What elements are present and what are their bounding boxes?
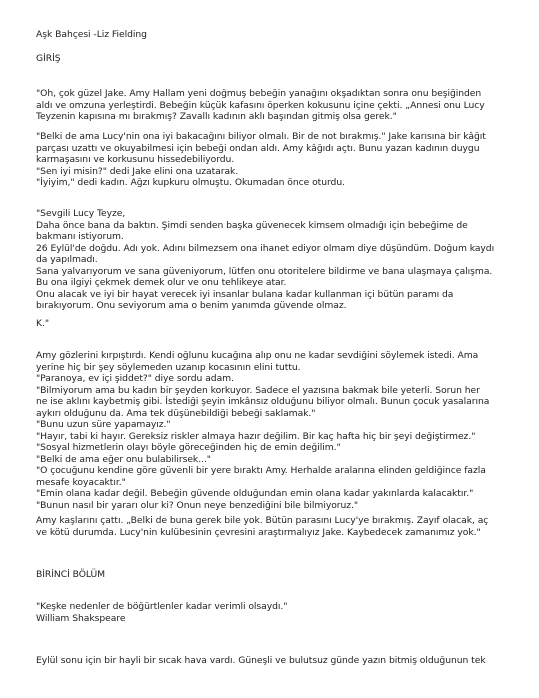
text-line: karmaşasını ve korkusunu hissedebiliyordu. — [36, 154, 235, 165]
text-line: "Bunu uzun süre yapamayız." — [36, 419, 171, 430]
epigraph-author: William Shakspeare — [36, 612, 126, 624]
text-line: Bu ona ilgiyi çekmek demek olur ve onu tehlikeye atar. — [36, 277, 287, 288]
paragraph-2 — [36, 131, 516, 189]
text-line: ne ise aklını kaybetmiş gibi. İstediği şeyin imkânsız olduğunu biliyor olmalı. Bunun çocuk yasalarına — [36, 396, 490, 407]
text-line: parçası uzattı ve okuyabilmesi için bebeği ondan aldı. Amy kâğıdı açtı. Bunu yazan kadının duygu — [36, 142, 480, 154]
text-line: "Hayır, tabi ki hayır. Gereksiz riskler almaya hazır değilim. Bir kaç hafta hiç bir şeyi değiştirmez." — [36, 430, 476, 442]
text-line: "Sevgili Lucy Teyze, — [36, 208, 126, 219]
paragraph-1 — [36, 88, 516, 123]
text-line: "Emin olana kadar değil. Bebeğin güvende olduğundan emin olana kadar yakınlarda kalacaktır." — [36, 488, 474, 499]
text-line: Amy gözlerini kırpıştırdı. Kendi oğlunu kucağına alıp onu ne kadar sevdiğini söylemek istedi. Ama — [36, 350, 479, 361]
letter-signature: K." — [36, 318, 50, 329]
text-line: "Paranoya, ev içi şiddet?" diye sordu adam. — [36, 373, 234, 384]
section-heading-intro: GİRİŞ — [36, 53, 61, 64]
text-line: da yapılmadı. — [36, 254, 98, 265]
text-line: "Bunun nasıl bir yararı olur ki? Onun neye benzediğini bile bilmiyoruz." — [36, 499, 359, 511]
text-line: "Belki de ama eğer onu bulabilirsek..." — [36, 453, 211, 465]
letter — [36, 208, 516, 312]
paragraph-5 — [36, 655, 516, 667]
paragraph-4 — [36, 515, 516, 538]
text-line: "İyiyim," dedi kadın. Ağzı kupkuru olmuştu. Okumadan önce oturdu. — [36, 177, 345, 188]
text-line: "Bilmiyorum ama bu kadın bir şeyden korkuyor. Sadece el yazısına bakmak bile yeterli. Sorun her — [36, 384, 480, 396]
chapter-heading: BİRİNCİ BÖLÜM — [36, 569, 106, 580]
epigraph — [36, 601, 516, 624]
text-line: "Sen iyi misin?" dedi Jake elini ona uzatarak. — [36, 165, 239, 177]
text-line: "Belki de ama Lucy'nin ona iyi bakacağını biliyor olmalı. Bir de not bırakmış." Jake karısına bir kâğıt — [36, 131, 486, 142]
text-line: aldı ve omzuna yerleştirdi. Bebeğin küçük kafasını öperken kokusunu içine çekti. „Annesi onu Lucy — [36, 99, 485, 111]
text-line: Daha önce bana da baktın. Şimdi senden başka güvenecek kimsem olmadığı için bebeğime de — [36, 219, 468, 231]
text-line: 26 Eylül'de doğdu. Adı yok. Adını bilmezsem ona ihanet ediyor olmam diye düşündüm. Doğum kaydı — [36, 242, 495, 254]
text-line: "O çocuğunu kendine göre güvenli bir yere bıraktı Amy. Herhalde aralarına elinden geldiğince fazla — [36, 465, 486, 476]
text-line: ve kötü durumda. Lucy'nin kulübesinin çevresini araştırmalıyız Jake. Kaybedecek zamanımız yok." — [36, 526, 481, 538]
text-line: bakmanı istiyorum. — [36, 231, 124, 242]
text-line: bırakıyorum. Onu seviyorum ama o benim yanımda güvende olmaz. — [36, 300, 347, 311]
text-line: "Sosyal hizmetlerin olayı böyle göreceğinden hiç de emin değilim." — [36, 442, 341, 453]
text-line: Sana yalvarıyorum ve sana güveniyorum, lütfen onu otoritelere bildirme ve bana ulaşmaya çalışma. — [36, 265, 493, 277]
text-line: "Oh, çok güzel Jake. Amy Hallam yeni doğmuş bebeğin yanağını okşadıktan sonra onu beşiğinden — [36, 88, 482, 99]
text-line: Teyzenin kapısına mı bırakmış? Zavallı kadının aklı başından gitmiş olsa gerek." — [36, 111, 397, 122]
text-line: Amy kaşlarını çattı. „Belki de buna gerek bile yok. Bütün parasını Lucy'ye bırakmış. Zayıf olacak, aç — [36, 515, 489, 526]
text-line: mesafe koyacaktır." — [36, 476, 126, 488]
text-line: Eylül sonu için bir hayli bir sıcak hava vardı. Güneşli ve bulutsuz günde yazın bitmiş olduğunun tek — [36, 655, 486, 666]
text-line: aykırı olduğunu da. Ama tek düşünebildiği bebeği saklamak." — [36, 407, 316, 419]
book-title: Aşk Bahçesi -Liz Fielding — [36, 29, 147, 40]
paragraph-3 — [36, 350, 516, 511]
text-line: yerine hiç bir şey söylemeden uzanıp kocasının elini tuttu. — [36, 361, 301, 373]
text-line: Onu alacak ve iyi bir hayat verecek iyi insanlar bulana kadar kullanman içi bütün paramı da — [36, 288, 454, 300]
epigraph-quote: "Keşke nedenler de böğürtlenler kadar verimli olsaydı." — [36, 601, 288, 612]
